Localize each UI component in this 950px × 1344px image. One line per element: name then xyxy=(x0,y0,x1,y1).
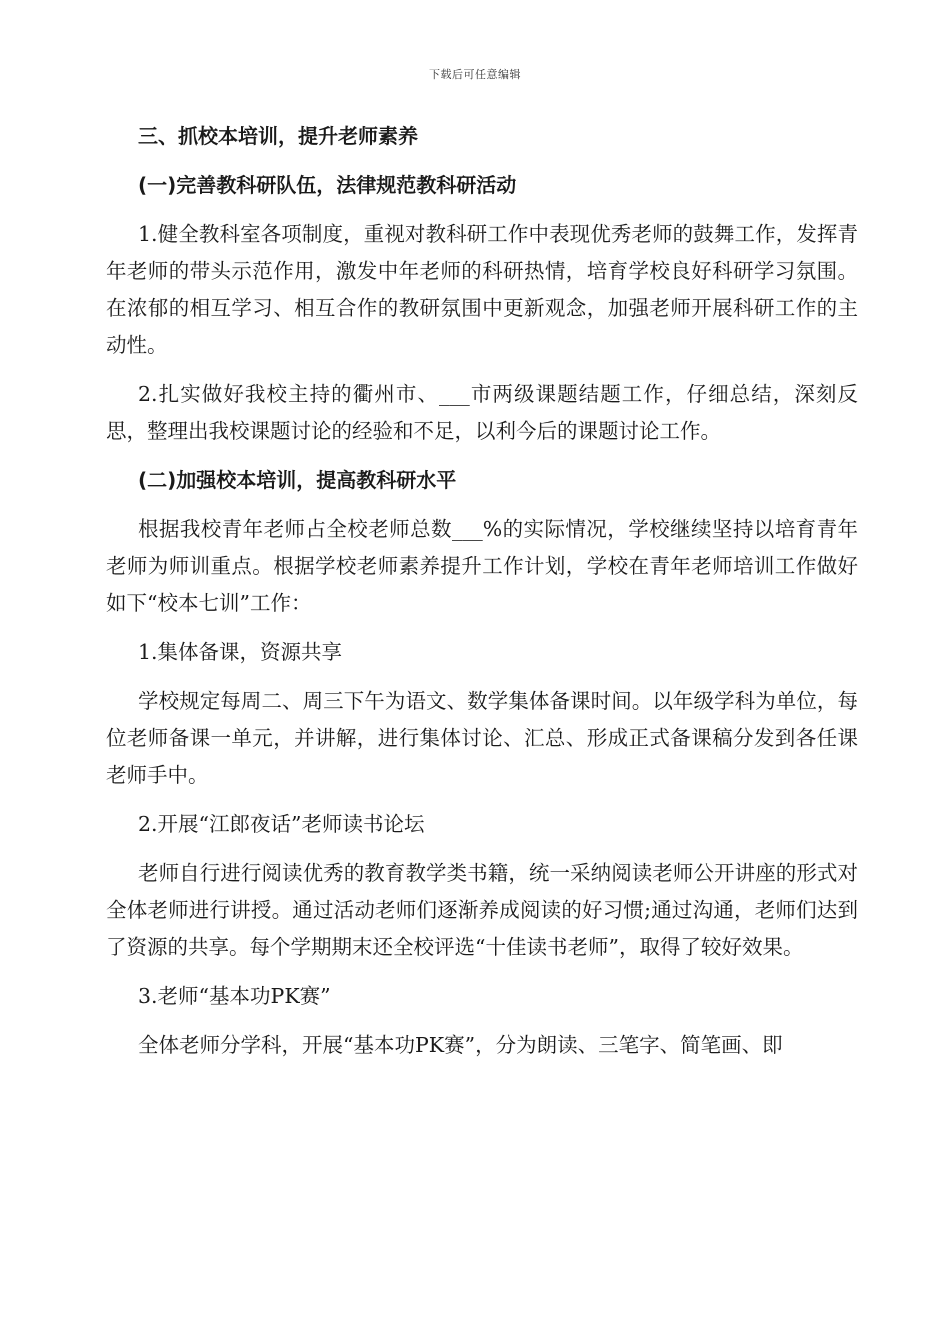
list-item-3: 3.老师“基本功PK赛” xyxy=(138,984,331,1008)
subsection-heading-2: (二)加强校本培训，提高教科研水平 xyxy=(138,468,457,492)
paragraph-1: 1.健全教科室各项制度，重视对教科研工作中表现优秀老师的鼓舞工作，发挥青年老师的带头示范作用，激发中年老师的科研热情，培育学校良好科研学习氛围。在浓郁的相互学习、相互合作的教研氛围中更新观念，加强老师开展科研工作的主动性。 xyxy=(106,222,858,357)
paragraph-5: 老师自行进行阅读优秀的教育教学类书籍，统一采纳阅读老师公开讲座的形式对全体老师进行讲授。通过活动老师们逐渐养成阅读的好习惯;通过沟通，老师们达到了资源的共享。每个学期期末还全校评选“十佳读书老师”，取得了较好效果。 xyxy=(106,861,858,959)
section-heading-3: 三、抓校本培训，提升老师素养 xyxy=(138,124,418,148)
paragraph-3: 根据我校青年老师占全校老师总数___%的实际情况，学校继续坚持以培育青年老师为师训重点。根据学校老师素养提升工作计划，学校在青年老师培训工作做好如下“校本七训”工作： xyxy=(106,517,858,615)
subsection-heading-1: (一)完善教科研队伍，法律规范教科研活动 xyxy=(138,173,517,197)
paragraph-6: 全体老师分学科，开展“基本功PK赛”，分为朗读、三笔字、简笔画、即 xyxy=(138,1033,783,1057)
list-item-2: 2.开展“江郎夜话”老师读书论坛 xyxy=(138,812,425,836)
list-item-1: 1.集体备课，资源共享 xyxy=(138,640,343,664)
page-header-note: 下载后可任意编辑 xyxy=(429,68,521,81)
paragraph-4: 学校规定每周二、周三下午为语文、数学集体备课时间。以年级学科为单位，每位老师备课一单元，并讲解，进行集体讨论、汇总、形成正式备课稿分发到各任课老师手中。 xyxy=(106,689,858,787)
paragraph-2: 2.扎实做好我校主持的衢州市、___市两级课题结题工作，仔细总结，深刻反思，整理出我校课题讨论的经验和不足，以利今后的课题讨论工作。 xyxy=(106,382,858,443)
document-body xyxy=(106,118,858,1076)
